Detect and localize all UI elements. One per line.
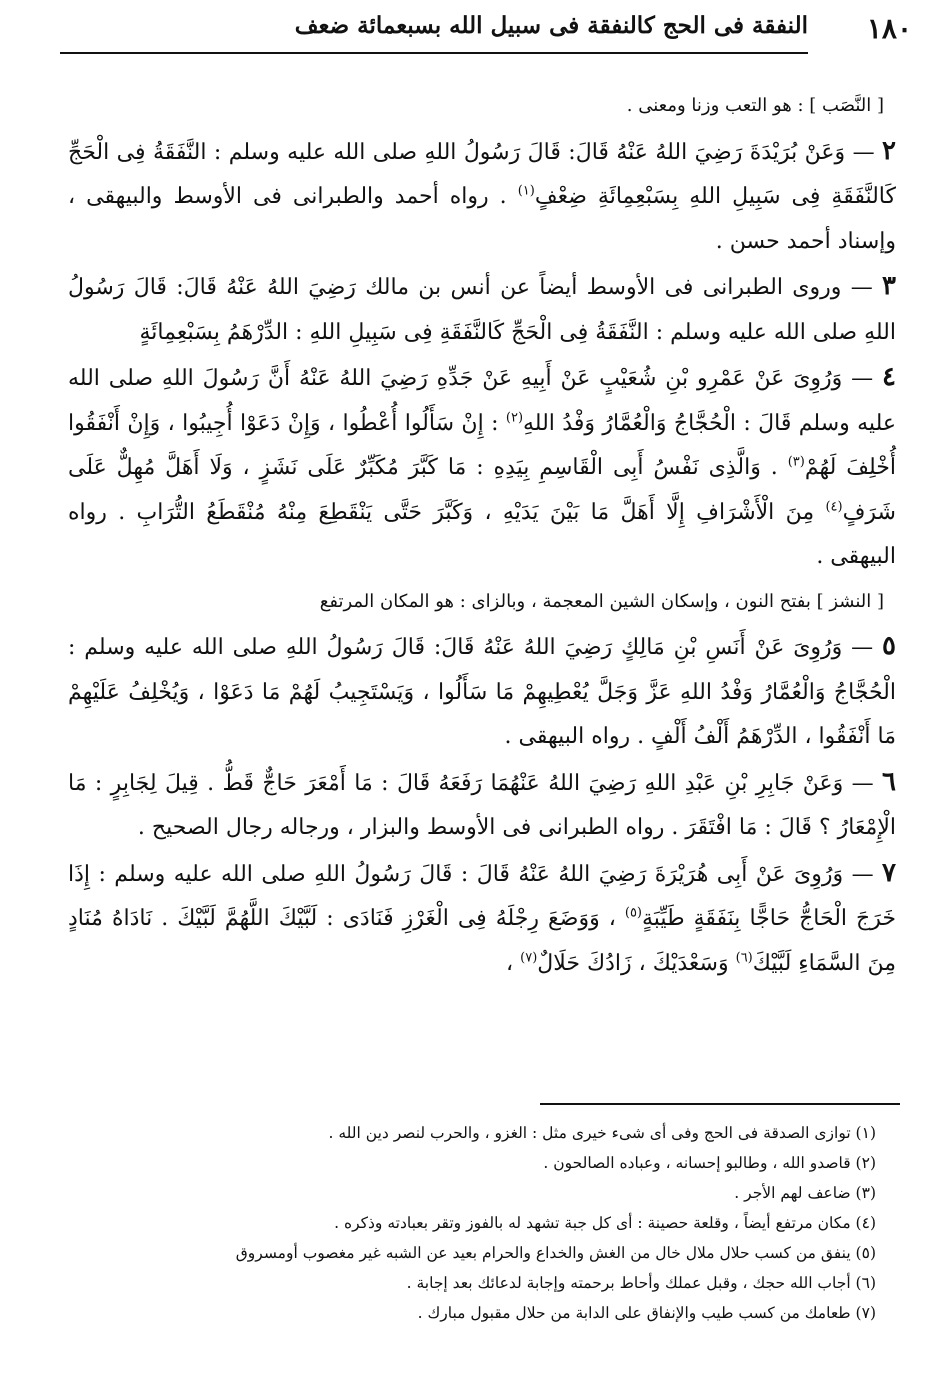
- footnotes: [80, 1118, 876, 1328]
- hadith-paragraph: [68, 851, 896, 987]
- page-number: ١٨٠: [866, 12, 912, 45]
- footnote-ref: (٥): [624, 905, 642, 921]
- footnote-ref: (١): [517, 183, 535, 199]
- hadith-text: ، وَوَضَعَ رِجْلَهُ فِى الْغَرْزِ فَنَادَى : لَبَّيْكَ اللَّهُمَّ لَبَّيْكَ . نَادَاهُ مُنَادٍ مِنَ السَّمَاءِ لَبَّيْكَ: [68, 906, 896, 976]
- hadith-text: — وَرُوِىَ عَنْ أَبِى هُرَيْرَةَ رَضِيَ اللهُ عَنْهُ قَالَ : قَالَ رَسُولُ اللهِ صلى الله عليه وسلم : إِذَا خَرَجَ الْحَاجُّ حَاجًّا بِنَفَقَةٍ طَيِّبَةٍ: [68, 861, 896, 931]
- footnote-ref: (٣): [787, 454, 805, 470]
- hadith-text: — وَعَنْ بُرَيْدَةَ رَضِيَ اللهُ عَنْهُ قَالَ: قَالَ رَسُولُ اللهِ صلى الله عليه وسلم : النَّفَقَةُ فِى الْحَجِّ كَالنَّفَقَةِ فِى سَبِيلِ اللهِ بِسَبْعِمِائَةِ ضِعْفٍ: [68, 139, 896, 209]
- footnote-item: (٦) أجاب الله حجك ، وقبل عملك وأحاط برحمته وإجابة لدعائك بعد إجابة .: [406, 1274, 876, 1292]
- page-title: النفقة فى الحج كالنفقة فى سبيل الله بسبعمائة ضعف: [294, 12, 808, 39]
- hadith-number: ٢: [882, 135, 896, 166]
- glossary-note: [ النشز ] بفتح النون ، وإسكان الشين المعجمة ، وبالزاى : هو المكان المرتفع: [319, 590, 884, 612]
- hadith-number: ٤: [882, 362, 896, 392]
- hadith-text: — وروى الطبرانى فى الأوسط أيضاً عن أنس بن مالك رَضِيَ اللهُ عَنْهُ قَالَ: قَالَ رَسُولُ اللهِ صلى الله عليه وسلم : النَّفَقَةُ فِى الْحَجِّ كَالنَّفَقَةِ فِى سَبِيلِ اللهِ : الدِّرْهَمُ بِسَبْعِمِائَةٍ: [68, 275, 896, 345]
- glossary-note: [ النَّصَب ] : هو التعب وزنا ومعنى .: [626, 95, 884, 116]
- hadith-number: ٣: [882, 271, 896, 301]
- hadith-text: — وَرُوِىَ عَنْ أَنَسِ بْنِ مَالِكٍ رَضِيَ اللهُ عَنْهُ قَالَ: قَالَ رَسُولُ اللهِ صلى الله عليه وسلم : الْحُجَّاجُ وَالْعُمَّارُ وَفْدُ اللهِ عَزَّ وَجَلَّ يُعْطِيهِمْ مَا سَأَلُوا ، وَيَسْتَجِيبُ لَهُمْ مَا دَعَوْا ، وَيُخْلِفُ عَلَيْهِمْ مَا أَنْفَقُوا ، الدِّرْهَمُ أَلْفُ أَلْفٍ . رواه البيهقى .: [68, 635, 896, 749]
- footnote-ref: (٢): [505, 410, 524, 426]
- hadith-paragraph: [68, 760, 896, 851]
- footnote-ref: (٦): [735, 950, 753, 966]
- footnote-item: (٥) ينفق من كسب حلال ملال خال من الغش والخداع والحرام بعيد عن الشبه غير مغصوب أومسروق: [235, 1244, 876, 1262]
- page-header: [60, 8, 808, 54]
- hadith-text: — وَرُوِىَ عَنْ عَمْرِو بْنِ شُعَيْبٍ عَنْ أَبِيهِ عَنْ جَدِّهِ رَضِيَ اللهُ عَنْهُ أَنَّ رَسُولَ اللهِ صلى الله عليه وسلم قَالَ : الْحُجَّاجُ وَالْعُمَّارُ وَفْدُ اللهِ: [68, 366, 896, 436]
- main-text: [68, 84, 896, 986]
- hadith-text: . وَالَّذِى نَفْسُ أَبِى الْقَاسِمِ بِيَدِهِ : مَا كَبَّرَ مُكَبِّرٌ عَلَى نَشَزٍ ، وَلَا أَهَلَّ مُهِلٌّ عَلَى شَرَفٍ: [68, 455, 896, 525]
- hadith-text: . رواه أحمد والطبرانى فى الأوسط والبيهقى ، وإسناد أحمد حسن .: [68, 184, 896, 254]
- hadith-paragraph: [68, 355, 896, 580]
- hadith-text: مِنَ الْأَشْرَافِ إِلَّا أَهَلَّ مَا بَيْنَ يَدَيْهِ ، وَكَبَّرَ حَتَّى يَنْقَطِعَ مِنْهُ مُنْقَطَعُ التُّرَابِ . رواه البيهقى .: [68, 499, 896, 569]
- hadith-paragraph: [68, 264, 896, 355]
- hadith-text: وَسَعْدَيْكَ ، زَادُكَ حَلَالٌ: [537, 950, 729, 976]
- hadith-text: : إِنْ سَأَلُوا أُعْطُوا ، وَإِنْ دَعَوْا أُجِيبُوا ، وَإِنْ أَنْفَقُوا أُخْلِفَ لَهُمْ: [68, 410, 896, 480]
- hadith-paragraph: [68, 624, 896, 760]
- hadith-text: ،: [506, 950, 514, 976]
- hadith-number: ٥: [882, 631, 896, 661]
- footnote-item: (٧) طعامك من كسب طيب والإنفاق على الدابة من حلال مقبول مبارك .: [417, 1304, 876, 1322]
- hadith-number: ٦: [882, 766, 896, 797]
- footnote-item: (٤) مكان مرتفع أيضاً ، وقلعة حصينة : أى كل جبة تشهد له بالفوز وتقر بعبادته وذكره .: [334, 1214, 876, 1232]
- footnote-item: (٢) قاصدو الله ، وطالبو إحسانه ، وعباده الصالحون .: [543, 1154, 876, 1172]
- footnote-ref: (٤): [825, 499, 843, 515]
- hadith-number: ٧: [882, 857, 896, 888]
- hadith-text: — وَعَنْ جَابِرِ بْنِ عَبْدِ اللهِ رَضِيَ اللهُ عَنْهُمَا رَفَعَهُ قَالَ : مَا أَمْعَرَ حَاجٌّ قَطُّ . قِيلَ لِجَابِرٍ : مَا الْإِمْعَارُ ؟ قَالَ : مَا افْتَقَرَ . رواه الطبرانى فى الأوسط والبزار ، ورجاله رجال الصحيح .: [68, 770, 896, 840]
- footnote-item: (٣) ضاعف لهم الأجر .: [734, 1184, 876, 1202]
- footnote-ref: (٧): [520, 950, 538, 966]
- footnote-divider: [540, 1103, 900, 1105]
- hadith-paragraph: [68, 129, 896, 265]
- footnote-item: (١) توازى الصدقة فى الحج وفى أى شىء خيرى مثل : الغزو ، والحرب لنصر دين الله .: [328, 1124, 876, 1142]
